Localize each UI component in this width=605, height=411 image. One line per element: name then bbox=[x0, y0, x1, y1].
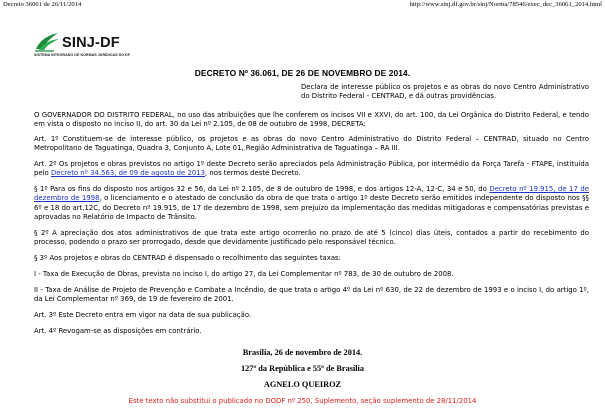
decree-19915-link[interactable]: Decreto nº 19.915, de 17 de dezembro de 1998 bbox=[34, 185, 589, 203]
article-3: Art. 3º Este Decreto entra em vigor na data de sua publicação. bbox=[34, 311, 252, 319]
signature-governor: AGNELO QUEIROZ bbox=[263, 380, 342, 389]
print-header bbox=[0, 0, 605, 10]
dodf-disclaimer: Este texto não substitui o publicado no DODF nº 250, Suplemento, seção suplemento de 28/11/2014 bbox=[128, 397, 477, 405]
decree-34563-link[interactable]: Decreto nº 34.563, de 09 de agosto de 2013 bbox=[50, 169, 206, 178]
signature-year-line: 127º da República e 55º de Brasília bbox=[240, 364, 365, 373]
preamble: O GOVERNADOR DO DISTRITO FEDERAL, no uso das atribuições que lhe conferem os incisos VII e XXVI, do art. 100, da Lei Orgânica do Distrito Federal, e tendo em vista o disposto no inciso II, do art. 30 da Lei nº 2.105, de 08 de outubro de 1998, DECRETA: bbox=[34, 111, 589, 129]
sinj-df-logo bbox=[34, 30, 154, 60]
inciso-2: II - Taxa de Análise de Projeto de Prevenção e Combate a Incêndio, de que trata o artigo 4º da Lei nº 630, de 22 de dezembro de 1993 e o inciso I, do artigo 1º, da Lei Complementar nº 369, de 19 de fevereiro de 2001. bbox=[34, 286, 589, 304]
decree-ementa: Declara de interesse público os projetos e as obras do novo Centro Administrativo do Distrito Federal - CENTRAD, e dá outras providências. bbox=[301, 83, 589, 101]
inciso-1: I - Taxa de Execução de Obras, prevista no inciso I, do artigo 27, da Lei Complementar nº 783, de 30 de outubro de 2008. bbox=[34, 270, 454, 278]
paragraph-2: § 2º A apreciação dos atos administrativos de que trata este artigo ocorrerão no prazo de até 5 (cinco) dias úteis, contados a partir do recebimento do processo, podendo o prazo ser prorrogado, desde que devidamente justificado pelo responsável técnico. bbox=[34, 229, 589, 247]
logo-subtitle: SISTEMA INTEGRADO DE NORMAS JURÍDICAS DO DF bbox=[34, 53, 131, 57]
logo-name: SINJ-DF bbox=[62, 35, 120, 51]
print-header-doc: Decreto 36061 de 26/11/2014 bbox=[3, 1, 82, 8]
signature-place-date: Brasília, 26 de novembro de 2014. bbox=[242, 348, 363, 357]
article-4: Art. 4º Revogam-se as disposições em contrário. bbox=[34, 327, 202, 335]
paragraph-3: § 3º Aos projetos e obras do CENTRAD é dispensado o recolhimento das seguintes taxas: bbox=[34, 254, 341, 262]
leaf-logo-icon bbox=[34, 30, 62, 52]
decree-title: DECRETO Nº 36.061, DE 26 DE NOVEMBRO DE 2014. bbox=[194, 68, 411, 78]
print-header-url: http://www.sinj.df.gov.br/sinj/Norma/78546/exec_dec_36061_2014.html bbox=[409, 1, 602, 8]
paragraph-1: § 1º Para os fins do disposto nos artigos 32 e 56, da Lei nº 2.105, de 8 de outubro de 1998, e dos artigos 12-A, 12-C, 34 e 50, do Decreto nº 19.915, de 17 de dezembro de 1998, o licenciamento e o atestado de conclusão da obra de que trata o artigo 1º deste Decreto serão emitidos independente do disposto nos §§ 6º e 18 do art.12C, do Decreto nº 19.915, de 17 de dezembro de 1998, sem prejuízo da implementação das medidas mitigadoras e compensatórias previstas e aprovadas no Relatório de Impacto de Trânsito. bbox=[34, 185, 589, 222]
article-1: Art. 1º Constituem-se de interesse público, os projetos e as obras do novo Centro Administrativo do Distrito Federal – CENTRAD, situado no Centro Metropolitano de Taguatinga, Quadra 3, Conjunto A, Lote 01, Região Administrativa de Taguatinga – RA III. bbox=[34, 135, 589, 153]
article-2: Art. 2º Os projetos e obras previstos no artigo 1º deste Decreto serão apreciados pela Administração Pública, por intermédio da Força Tarefa - FTAPE, instituída pelo Decreto nº 34.563, de 09 de agosto de 2013, nos termos deste Decreto. bbox=[34, 160, 589, 178]
